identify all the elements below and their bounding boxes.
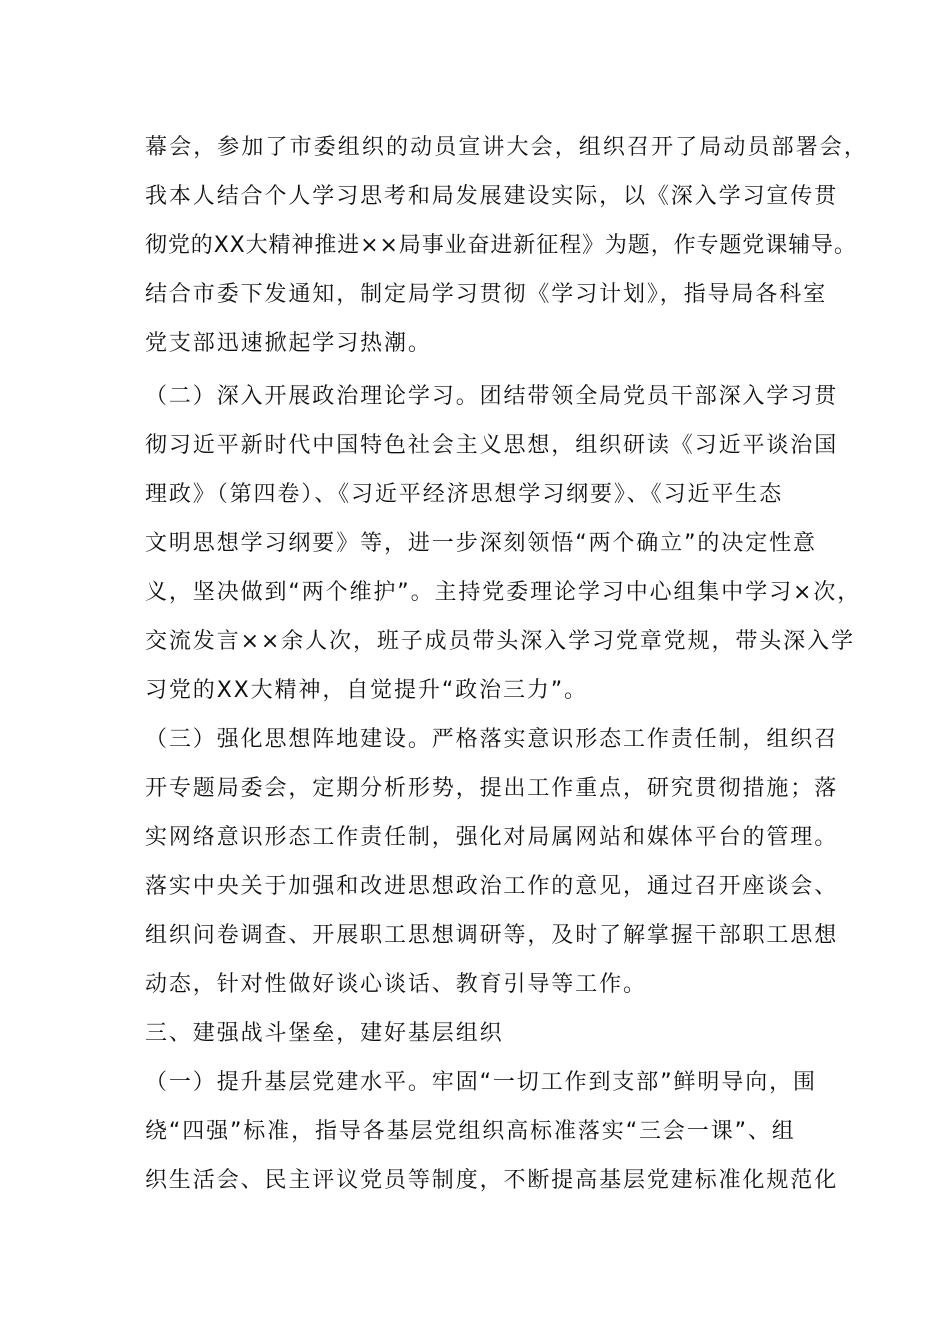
text-line: 交流发言××余人次，班子成员带头深入学习党章党规，带头深入学	[145, 629, 855, 654]
text-line: 理政》（第四卷）、《习近平经济思想学习纲要》、《习近平生态	[145, 482, 784, 507]
text-line: （一）提升基层党建水平。牢固“一切工作到支部”鲜明导向，围	[145, 1070, 817, 1095]
text-line: 彻习近平新时代中国特色社会主义思想，组织研读《习近平谈治国	[145, 433, 839, 458]
text-line: 实网络意识形态工作责任制，强化对局属网站和媒体平台的管理。	[145, 825, 839, 850]
text-line: 我本人结合个人学习思考和局发展建设实际，以《深入学习宣传贯	[145, 184, 839, 209]
text-line: 彻党的XX大精神推进××局事业奋进新征程》为题，作专题党课辅导。	[145, 233, 857, 258]
text-line: 党支部迅速掀起学习热潮。	[145, 331, 432, 356]
text-line: （二）深入开展政治理论学习。团结带领全局党员干部深入学习贯	[145, 384, 839, 409]
text-line: 幕会，参加了市委组织的动员宣讲大会，组织召开了局动员部署会，	[145, 135, 869, 160]
text-line: 习党的XX大精神，自觉提升“政治三力”。	[145, 678, 588, 703]
text-line: 动态，针对性做好谈心谈话、教育引导等工作。	[145, 972, 647, 997]
text-line: 绕“四强”标准，指导各基层党组织高标准落实“三会一课”、组	[145, 1119, 796, 1144]
section-heading: 三、建强战斗堡垒，建好基层组织	[145, 1021, 504, 1046]
text-line: 义，坚决做到“两个维护”。主持党委理论学习中心组集中学习×次，	[145, 580, 862, 605]
text-line: 文明思想学习纲要》等，进一步深刻领悟“两个确立”的决定性意	[145, 531, 817, 556]
text-line: 开专题局委会，定期分析形势，提出工作重点，研究贯彻措施；落	[145, 776, 839, 801]
text-line: 落实中央关于加强和改进思想政治工作的意见，通过召开座谈会、	[145, 874, 839, 899]
text-line: 结合市委下发通知，制定局学习贯彻《学习计划》，指导局各科室	[145, 282, 828, 307]
text-line: 织生活会、民主评议党员等制度，不断提高基层党建标准化规范化	[145, 1168, 839, 1193]
text-line: （三）强化思想阵地建设。严格落实意识形态工作责任制，组织召	[145, 727, 839, 752]
text-line: 组织问卷调查、开展职工思想调研等，及时了解掌握干部职工思想	[145, 923, 839, 948]
